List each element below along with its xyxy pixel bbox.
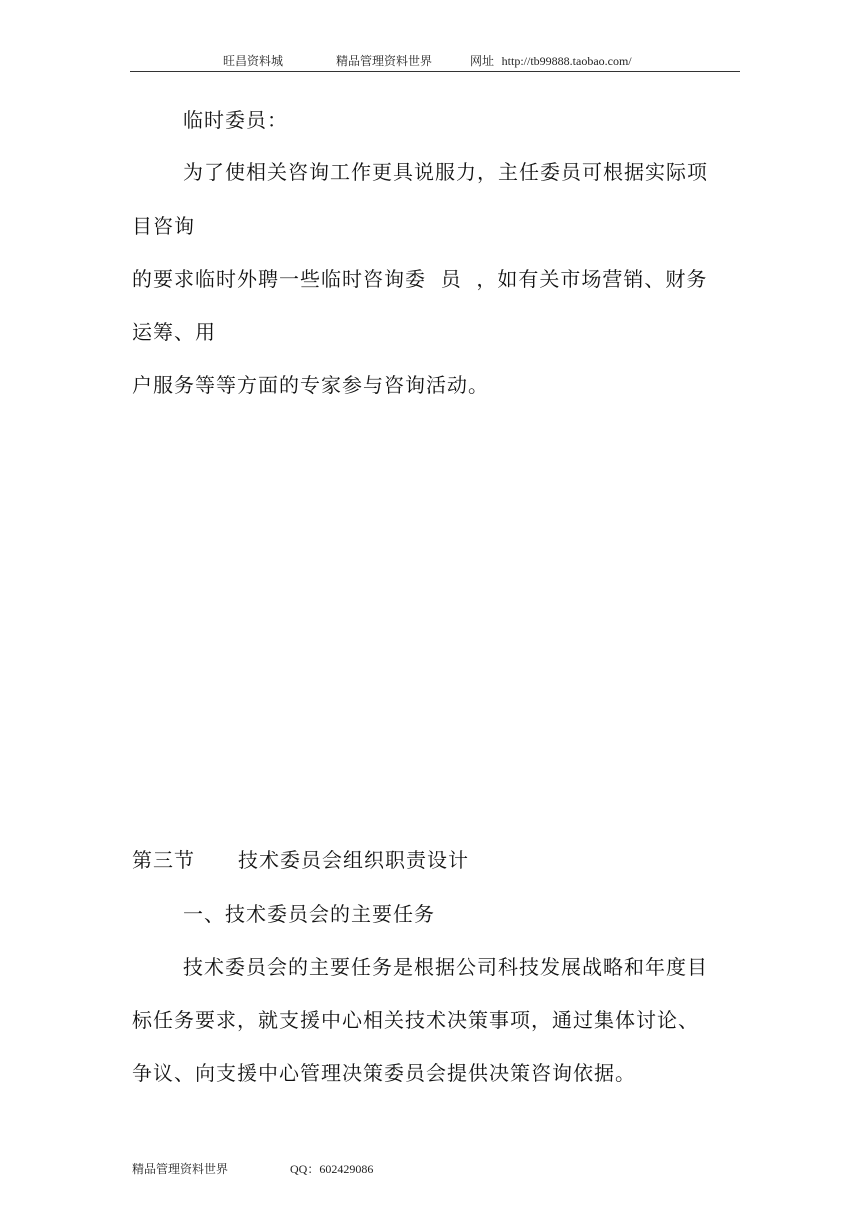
footer-qq: QQ：602429086 — [290, 1162, 374, 1176]
temp-members-title: 临时委员： — [183, 108, 288, 132]
subsection-title: 一、技术委员会的主要任务 — [183, 902, 435, 926]
header-url-label: 网址 — [470, 54, 495, 68]
header-url[interactable]: http://tb99888.taobao.com/ — [501, 54, 632, 68]
paragraph-1-line-4: 运筹、用 — [132, 320, 216, 344]
paragraph-2-line-1: 技术委员会的主要任务是根据公司科技发展战略和年度目 — [183, 955, 708, 979]
paragraph-2-line-2: 标任务要求，就支援中心相关技术决策事项，通过集体讨论、 — [132, 1008, 699, 1032]
section-title: 技术委员会组织职责设计 — [238, 848, 469, 872]
paragraph-2-line-3: 争议、向支援中心管理决策委员会提供决策咨询依据。 — [132, 1061, 636, 1085]
paragraph-1-line-2: 目咨询 — [132, 214, 195, 238]
header-url-group — [470, 52, 632, 69]
header-site-name: 精品管理资料世界 — [336, 54, 433, 68]
header-divider — [130, 71, 740, 72]
footer-site-name: 精品管理资料世界 — [132, 1162, 229, 1176]
section-number: 第三节 — [132, 848, 195, 872]
paragraph-1-line-3: 的要求临时外聘一些临时咨询委 员 ，如有关市场营销、财务 — [132, 267, 708, 291]
paragraph-1-line-1: 为了使相关咨询工作更具说服力，主任委员可根据实际项 — [183, 160, 708, 184]
paragraph-1-line-5: 户服务等等方面的专家参与咨询活动。 — [132, 373, 489, 397]
header-shop-name: 旺昌资料城 — [223, 54, 284, 68]
